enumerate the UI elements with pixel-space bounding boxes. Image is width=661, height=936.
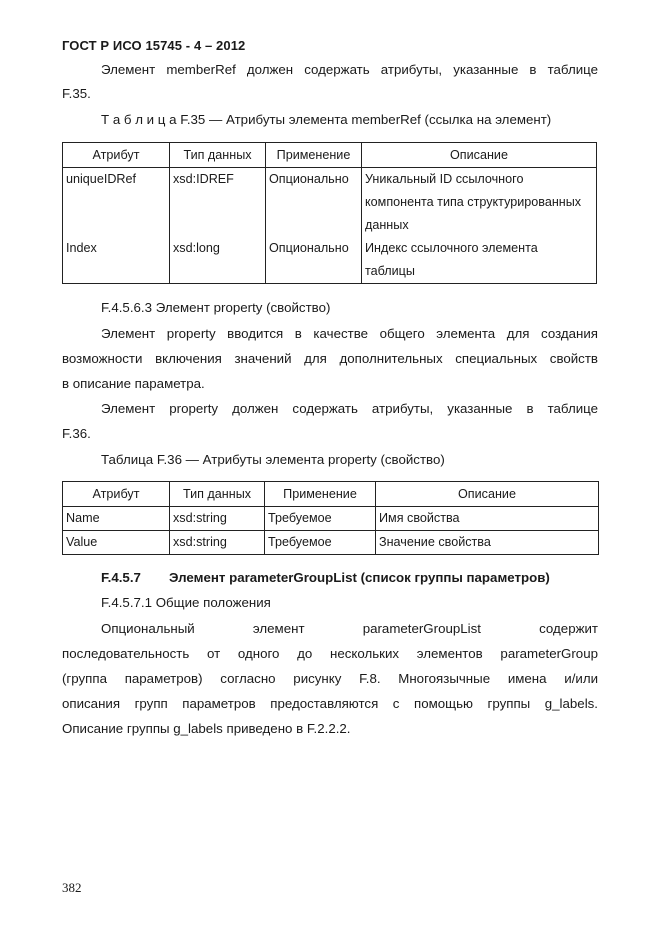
table-cell: Name <box>63 507 170 531</box>
table-cell: xsd:string <box>170 531 265 555</box>
section-heading: F.4.5.7.1 Общие положения <box>101 595 271 610</box>
table-cell: uniqueIDRef <box>63 168 170 238</box>
paragraph-line: Элемент property должен содержать атрибуты, указанные в таблице <box>101 401 598 416</box>
table-caption: Т а б л и ц а F.35 — Атрибуты элемента memberRef (ссылка на элемент) <box>101 112 552 127</box>
table-header-cell: Тип данных <box>170 143 266 168</box>
table-header-cell: Тип данных <box>170 482 265 507</box>
table-cell: Index <box>63 237 170 284</box>
paragraph-line: F.36. <box>62 426 91 441</box>
section-heading: F.4.5.6.3 Элемент property (свойство) <box>101 300 331 315</box>
table-header-cell: Применение <box>266 143 362 168</box>
table-row <box>63 168 597 238</box>
paragraph-line: последовательность от одного до нескольких элементов parameterGroup <box>62 646 598 661</box>
table-header-cell: Описание <box>376 482 599 507</box>
cell-line: Уникальный ID ссылочного <box>365 172 524 186</box>
table-header-cell: Атрибут <box>63 143 170 168</box>
document-header: ГОСТ Р ИСО 15745 - 4 – 2012 <box>62 38 246 53</box>
table-cell: xsd:long <box>170 237 266 284</box>
table-cell: Value <box>63 531 170 555</box>
paragraph-line: в описание параметра. <box>62 376 205 391</box>
table-caption: Таблица F.36 — Атрибуты элемента property (свойство) <box>101 452 445 467</box>
table-header-cell: Применение <box>265 482 376 507</box>
table-f35 <box>62 142 597 284</box>
paragraph-line: Элемент memberRef должен содержать атрибуты, указанные в таблице <box>101 62 598 77</box>
table-cell: xsd:string <box>170 507 265 531</box>
table-row <box>63 237 597 284</box>
table-cell: Значение свойства <box>376 531 599 555</box>
cell-line: данных <box>365 218 409 232</box>
table-row <box>63 507 599 531</box>
cell-line: Индекс ссылочного элемента <box>365 241 538 255</box>
table-header-cell: Описание <box>362 143 597 168</box>
table-cell: Опционально <box>266 237 362 284</box>
cell-line: компонента типа структурированных <box>365 195 582 209</box>
table-f36 <box>62 481 599 555</box>
page-number: 382 <box>62 880 82 895</box>
paragraph-line: возможности включения значений для дополнительных специальных свойств <box>62 351 598 366</box>
table-cell <box>362 237 597 284</box>
table-cell <box>362 168 597 238</box>
table-cell: Требуемое <box>265 531 376 555</box>
paragraph-line: (группа параметров) согласно рисунку F.8. Многоязычные имена и/или <box>62 671 598 686</box>
paragraph-line: Элемент property вводится в качестве общего элемента для создания <box>101 326 598 341</box>
table-header-cell: Атрибут <box>63 482 170 507</box>
table-cell: Опционально <box>266 168 362 238</box>
section-title: Элемент parameterGroupList (список группы параметров) <box>169 570 550 585</box>
table-cell: Имя свойства <box>376 507 599 531</box>
table-cell: Требуемое <box>265 507 376 531</box>
table-row <box>63 531 599 555</box>
paragraph-line: Опциональный элемент parameterGroupList содержит <box>101 621 598 636</box>
paragraph-line: F.35. <box>62 86 91 101</box>
paragraph-line: Описание группы g_labels приведено в F.2.2.2. <box>62 721 351 736</box>
cell-line: таблицы <box>365 264 415 278</box>
paragraph-line: описания групп параметров предоставляются с помощью группы g_labels. <box>62 696 598 711</box>
table-cell: xsd:IDREF <box>170 168 266 238</box>
section-number: F.4.5.7 <box>101 570 141 585</box>
